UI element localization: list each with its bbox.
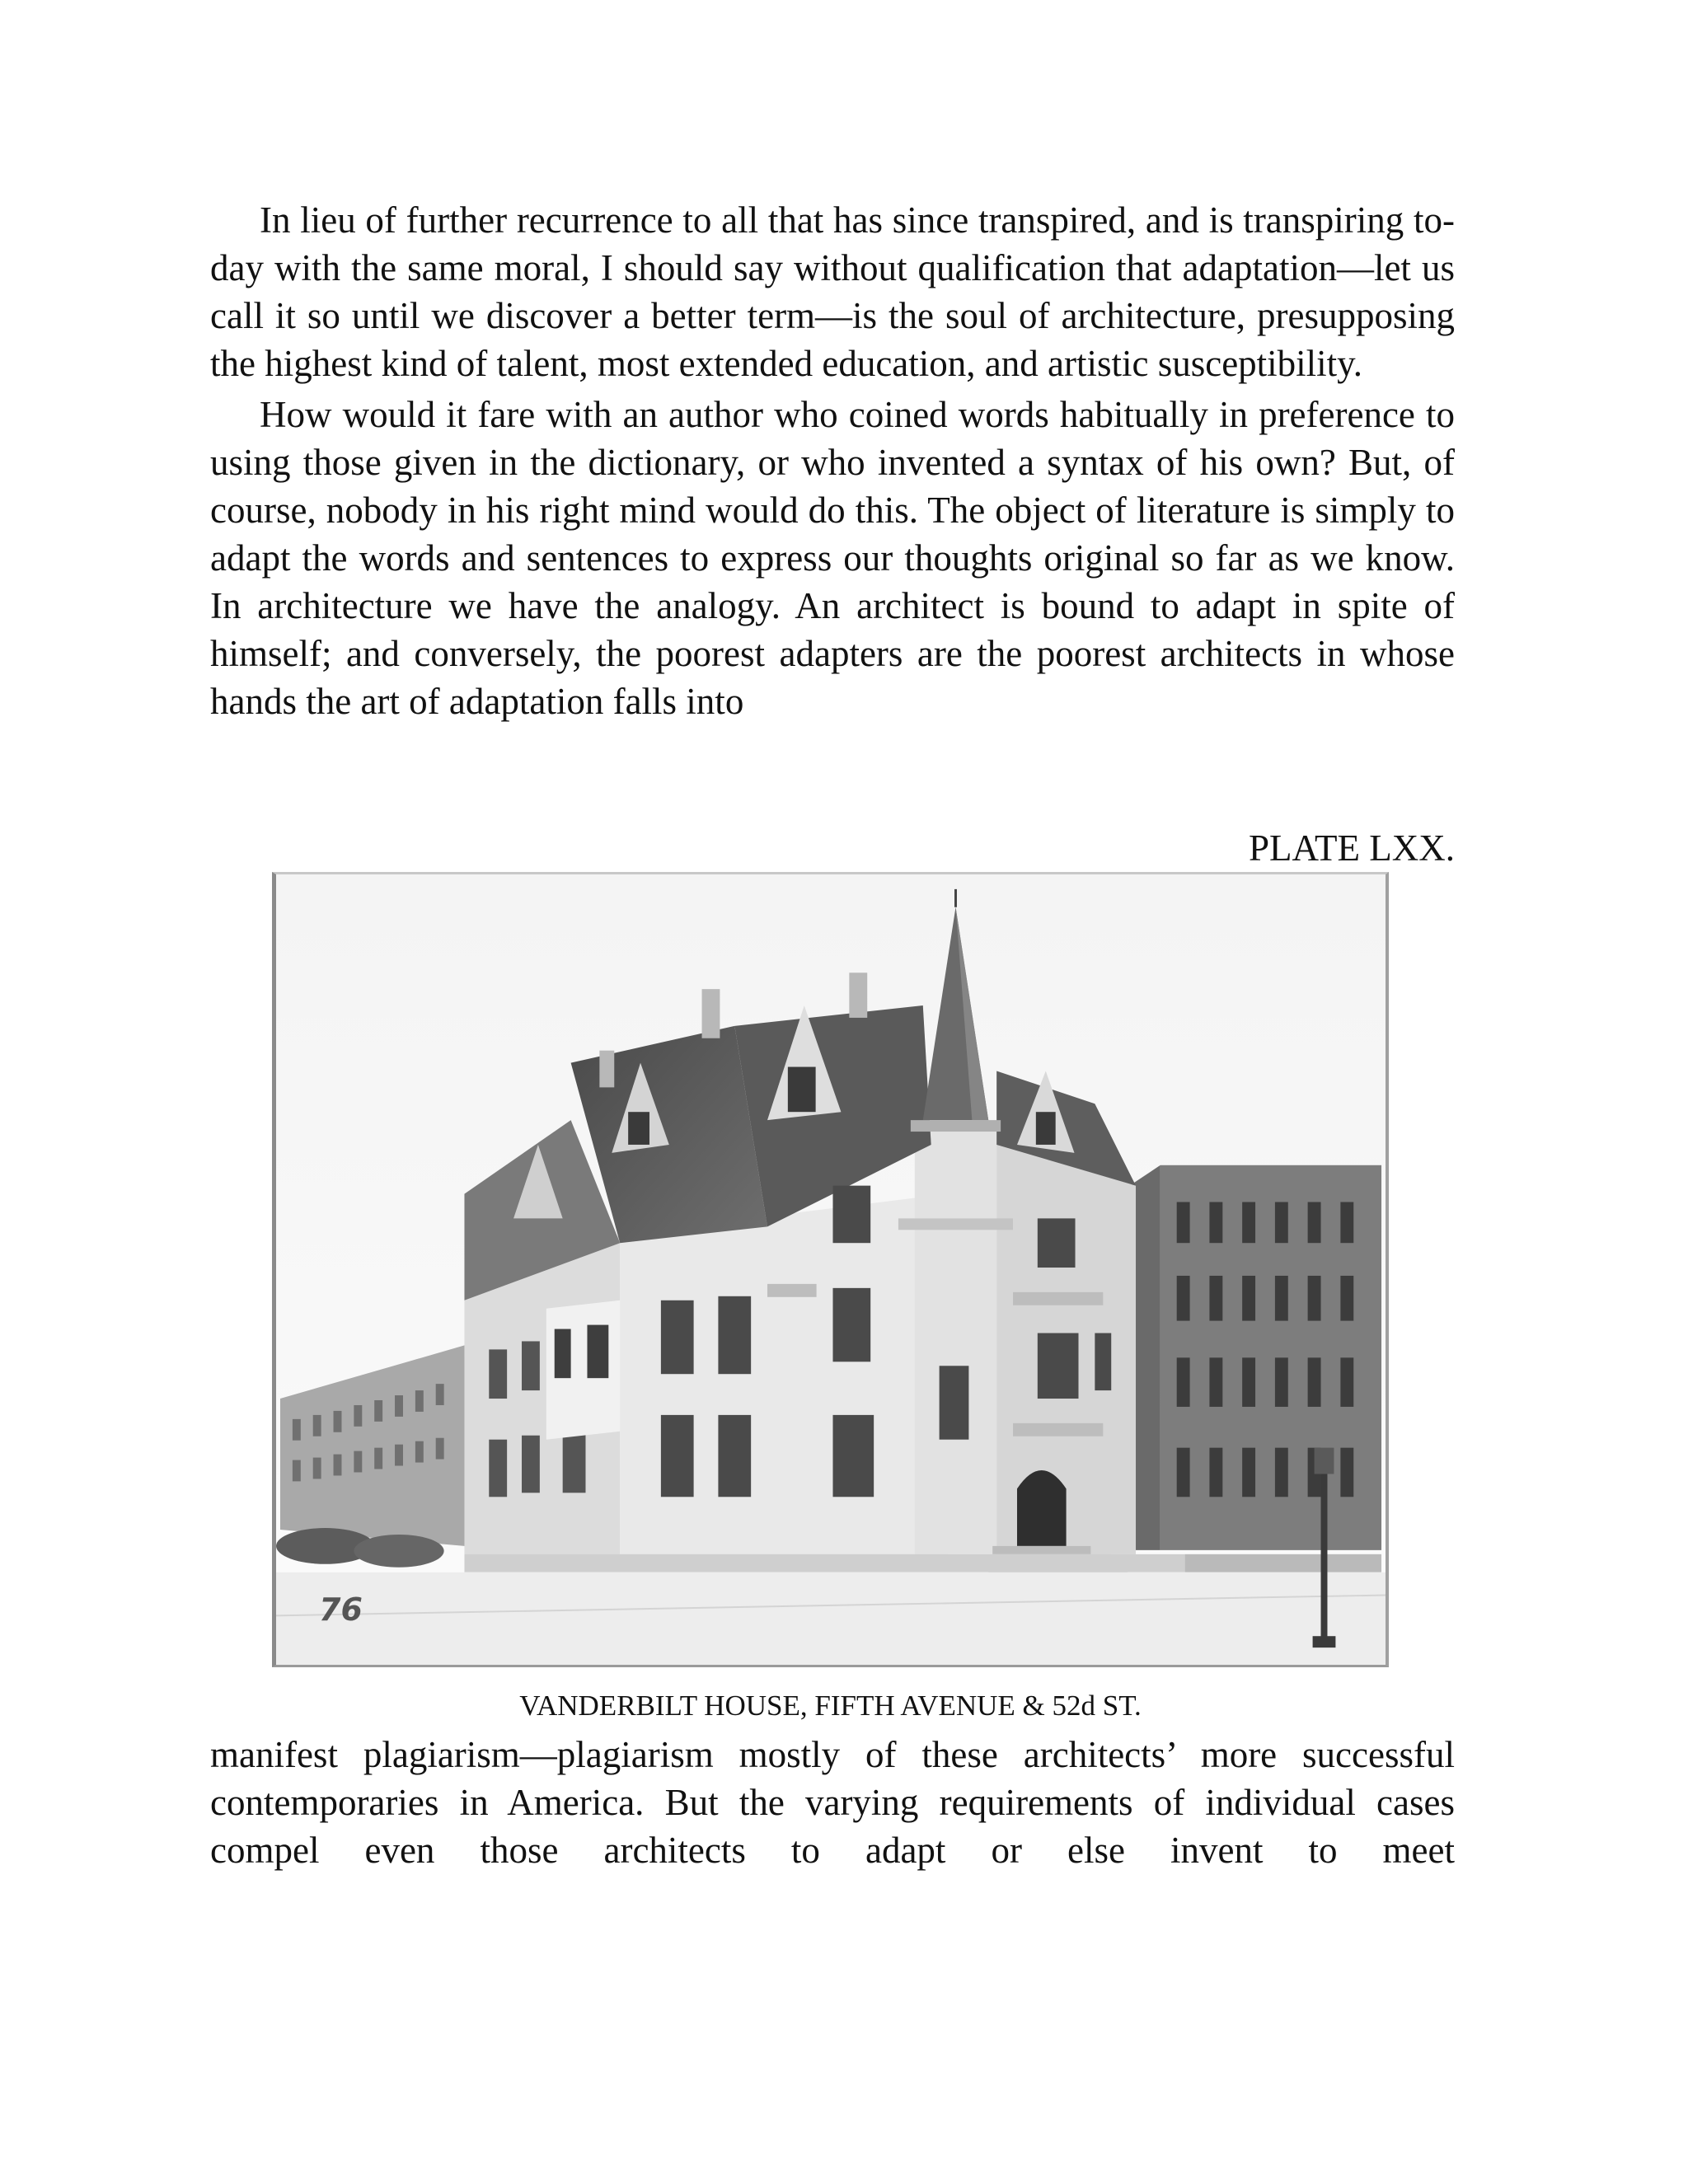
plate-photograph — [272, 872, 1389, 1667]
plate-label: PLATE LXX. — [1249, 827, 1455, 869]
paragraph-plagiarism: manifest plagiarism—plagiarism mostly of these architects’ more successful contemporaries in America. But the varying requirements of individual cases compel even those architects to adapt or else invent to meet — [210, 1734, 1455, 1871]
plate-caption: VANDERBILT HOUSE, FIFTH AVENUE & 52d ST. — [519, 1690, 1142, 1722]
body-text-top — [210, 196, 1455, 725]
photo-number: 76 — [319, 1591, 363, 1628]
vanderbilt-house-illustration — [276, 874, 1386, 1665]
body-text-bottom — [210, 1731, 1455, 1874]
paragraph-adaptation: In lieu of further recurrence to all that has since transpired, and is transpiring to-day with the same moral, I should say without qualification that adaptation—let us call it so until we discover a better term—is the soul of architecture, presupposing the highest kind of talent, most extended education, and artistic susceptibility. — [210, 199, 1455, 384]
paragraph-author-analogy: How would it fare with an author who coined words habitually in preference to using those given in the dictionary, or who invented a syntax of his own? But, of course, nobody in his right mind would do this. The object of literature is simply to adapt the words and sentences to express our thoughts original so far as we know. In architecture we have the analogy. An architect is bound to adapt in spite of himself; and conversely, the poorest adapters are the poorest architects in whose hands the art of adaptation falls into — [210, 394, 1455, 722]
